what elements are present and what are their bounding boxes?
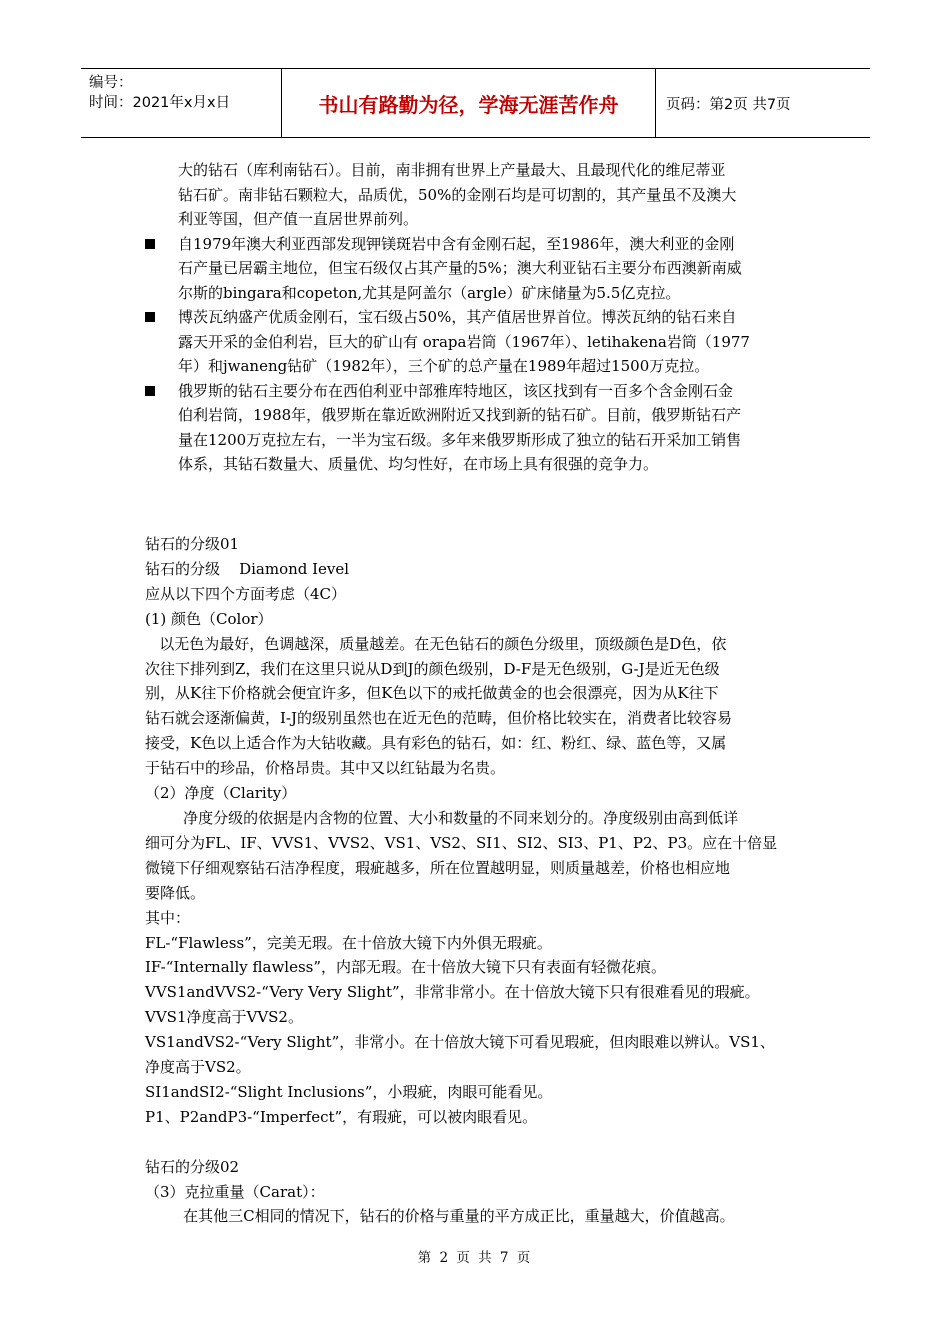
body-line: P1、P2andP3-“Imperfect”，有瑕疵，可以被肉眼看见。 [145, 1107, 538, 1126]
body-line: FL-“Flawless”，完美无瑕。在十倍放大镜下内外俱无瑕疵。 [145, 933, 552, 952]
bullet-item [145, 158, 825, 232]
body-line: 细可分为FL、IF、VVS1、VVS2、VS1、VS2、SI1、SI2、SI3、P1、P2、P3。应在十倍显 [145, 833, 778, 852]
page-footer: 第 2 页 共 7 页 [417, 1250, 533, 1266]
number-label: 编号： [89, 75, 133, 91]
body-line: （3）克拉重量（Carat）： [145, 1182, 325, 1201]
bullet-item [145, 379, 825, 477]
body-line: 以无色为最好，色调越深，质量越差。在无色钻石的颜色分级里，顶级颜色是D色，依 [145, 634, 727, 653]
bullet-line: 利亚等国，但产值一直居世界前列。 [178, 210, 419, 228]
body-line: VVS1净度高于VVS2。 [145, 1008, 303, 1027]
document-header [81, 68, 870, 138]
bullet-line: 伯利岩筒，1988年，俄罗斯在靠近欧洲附近又找到新的钻石矿。目前，俄罗斯钻石产 [178, 406, 742, 424]
bullet-line: 自1979年澳大利亚西部发现钾镁斑岩中含有金刚石起，至1986年，澳大利亚的金刚 [178, 234, 735, 253]
bullet-line: 钻石矿。南非钻石颗粒大，品质优，50%的金刚石均是可切割的，其产量虽不及澳大 [178, 185, 737, 204]
country-bullet-list [145, 158, 825, 477]
bullet-square-icon [145, 239, 155, 249]
body-line: 次往下排列到Z，我们在这里只说从D到J的颜色级别，D-F是无色级别，G-J是近无色级 [145, 659, 720, 678]
bullet-item [145, 232, 825, 306]
bullet-square-icon [145, 312, 155, 322]
bullet-square-icon [145, 386, 155, 396]
header-page-info: 页码：第2页 共7页 [666, 96, 791, 113]
bullet-line: 年）和jwaneng钻矿（1982年），三个矿的总产量在1989年超过1500万克拉。 [178, 357, 710, 375]
body-line: 别，从K往下价格就会便宜许多，但K色以下的戒托做黄金的也会很漂亮，因为从K往下 [145, 684, 719, 703]
body-line: 其中： [145, 908, 191, 927]
blank-line [145, 1130, 825, 1155]
header-motto: 书山有路勤为径，学海无涯苦作舟 [281, 69, 656, 137]
body-line: 在其他三C相同的情况下，钻石的价格与重量的平方成正比，重量越大，价值越高。 [145, 1207, 735, 1226]
header-meta [81, 69, 281, 137]
bullet-line: 博茨瓦纳盛产优质金刚石，宝石级占50%，其产值居世界首位。博茨瓦纳的钻石来自 [178, 308, 737, 326]
body-line: 钻石的分级01 [145, 535, 240, 553]
body-line: 钻石的分级 Diamond Ievel [145, 559, 350, 578]
body-line: SI1andSI2-“Slight Inclusions”，小瑕疵，肉眼可能看见。 [145, 1082, 553, 1101]
body-line: VS1andVS2-“Very Slight”，非常小。在十倍放大镜下可看见瑕疵，但肉眼难以辨认。VS1、 [145, 1033, 775, 1052]
bullet-line: 俄罗斯的钻石主要分布在西伯利亚中部雅库特地区，该区找到有一百多个含金刚石金 [178, 381, 734, 400]
body-line: 于钻石中的珍品，价格昂贵。其中又以红钻最为名贵。 [145, 759, 506, 778]
bullet-line: 露天开采的金伯利岩，巨大的矿山有 orapa岩筒（1967年）、letihakena岩筒（1977 [178, 332, 750, 351]
body-line: （2）净度（Clarity） [145, 784, 297, 803]
body-line: IF-“Internally flawless”，内部无瑕。在十倍放大镜下只有表面有轻微花痕。 [145, 958, 667, 977]
body-line: 净度分级的依据是内含物的位置、大小和数量的不同来划分的。净度级别由高到低详 [145, 808, 739, 827]
bullet-line: 石产量已居霸主地位，但宝石级仅占其产量的5%；澳大利亚钻石主要分布西澳新南威 [178, 259, 742, 277]
body-line: 钻石就会逐渐偏黄，I-J的级别虽然也在近无色的范畴，但价格比较实在，消费者比较容易 [145, 709, 733, 728]
bullet-line: 大的钻石（库利南钻石）。目前，南非拥有世界上产量最大、且最现代化的维尼蒂亚 [178, 161, 726, 179]
body-line: 钻石的分级02 [145, 1157, 240, 1176]
bullet-item [145, 305, 825, 379]
grading-section [145, 532, 825, 1229]
body-line: 要降低。 [145, 883, 206, 902]
body-line: 应从以下四个方面考虑（4C） [145, 584, 347, 603]
body-line: 接受，K色以上适合作为大钻收藏。具有彩色的钻石，如：红、粉红、绿、蓝色等，又属 [145, 734, 727, 753]
body-line: VVS1andVVS2-“Very Very Slight”，非常非常小。在十倍放大镜下只有很难看见的瑕疵。 [145, 983, 760, 1002]
bullet-line: 尔斯的bingara和copeton,尤其是阿盖尔（argle）矿床储量为5.5亿克拉。 [178, 283, 681, 302]
body-line: 净度高于VS2。 [145, 1058, 251, 1077]
body-line: 微镜下仔细观察钻石洁净程度，瑕疵越多，所在位置越明显，则质量越差，价格也相应地 [145, 858, 731, 877]
body-line: (1) 颜色（Color） [145, 609, 273, 628]
bullet-line: 体系，其钻石数量大、质量优、均匀性好，在市场上具有很强的竞争力。 [178, 455, 659, 473]
time-label: 时间：2021年x月x日 [89, 95, 231, 111]
bullet-line: 量在1200万克拉左右，一半为宝石级。多年来俄罗斯形成了独立的钻石开采加工销售 [178, 430, 742, 449]
